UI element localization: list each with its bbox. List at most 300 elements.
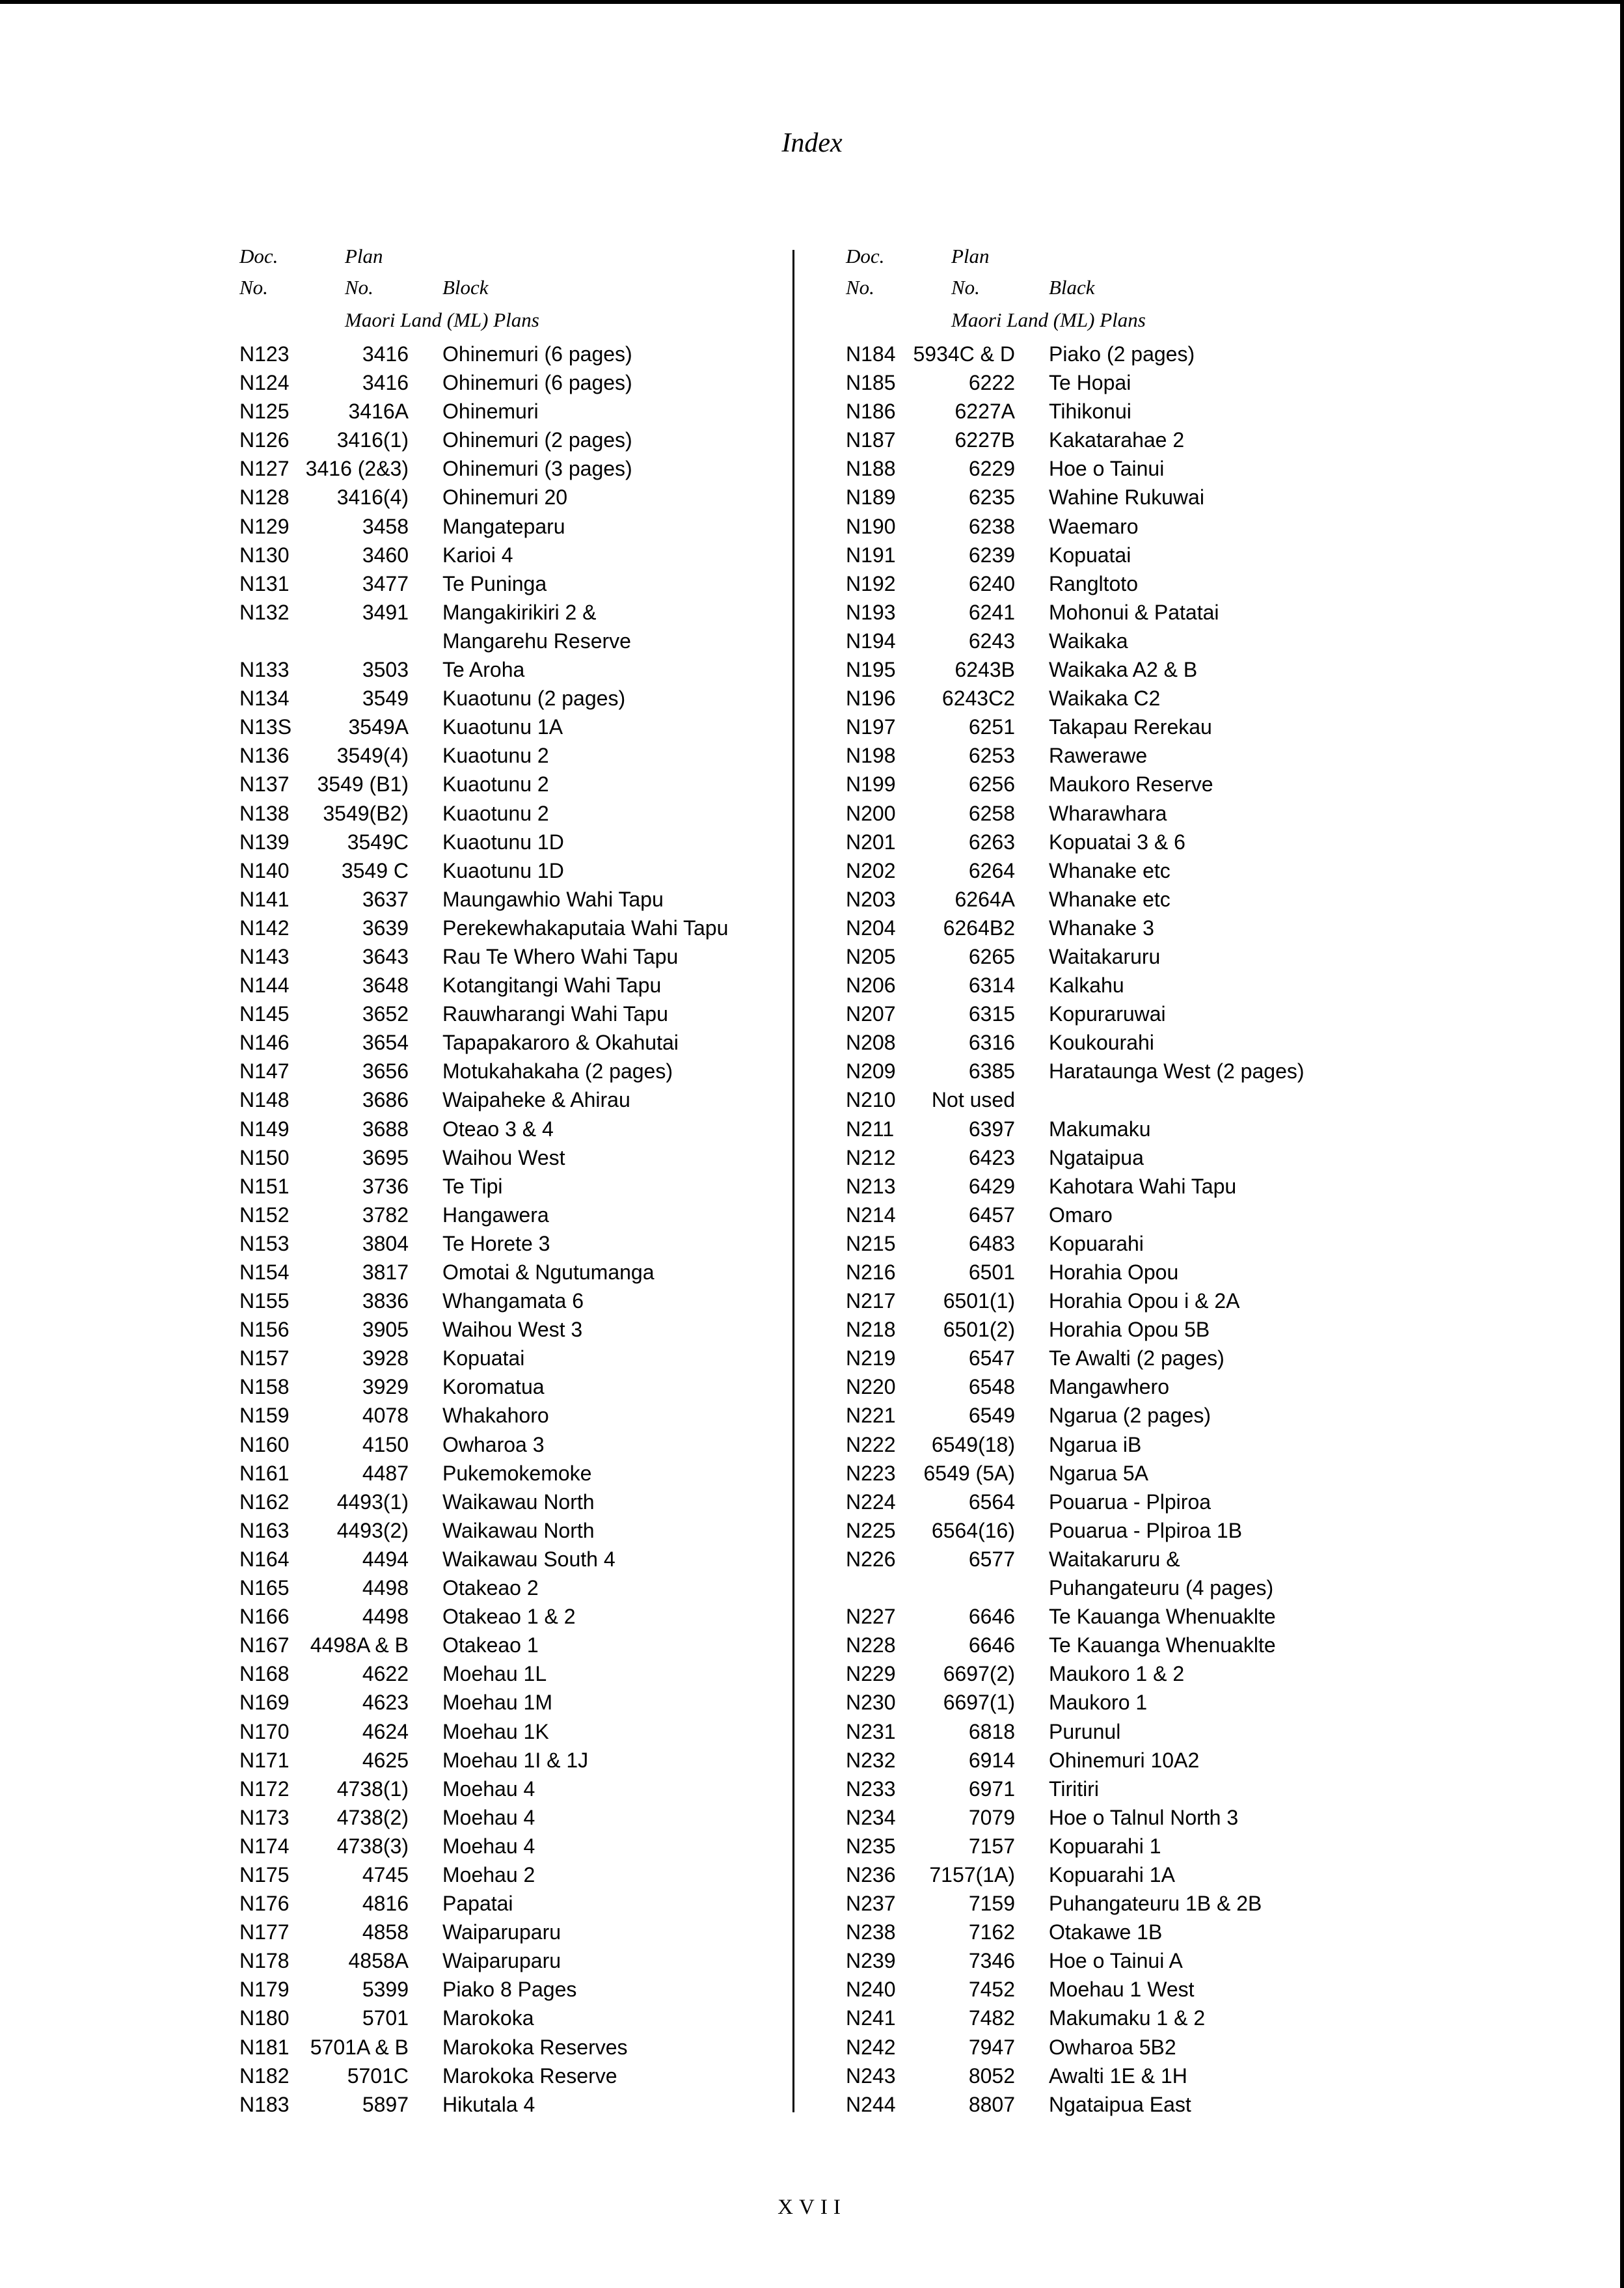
plan-number: 4624 bbox=[362, 1719, 409, 1743]
index-row bbox=[239, 1975, 812, 2004]
index-row bbox=[846, 942, 1418, 971]
page-title: Index bbox=[781, 128, 843, 158]
plan-number: 5897 bbox=[362, 2092, 409, 2116]
block-name: Otakeao 2 bbox=[442, 1576, 539, 1600]
doc-number: N194 bbox=[846, 629, 896, 653]
doc-number: N220 bbox=[846, 1375, 896, 1399]
index-row bbox=[239, 1229, 812, 1258]
plan-number: 4493(2) bbox=[336, 1518, 409, 1542]
plan-number: 4493(1) bbox=[336, 1490, 409, 1514]
doc-number: N233 bbox=[846, 1777, 896, 1801]
block-name: Kopuarahi 1 bbox=[1049, 1834, 1161, 1858]
header-plan-top: Plan bbox=[345, 245, 383, 267]
plan-number: 3648 bbox=[362, 974, 409, 998]
block-name: Owharoa 3 bbox=[442, 1432, 545, 1456]
block-name: Karioi 4 bbox=[442, 543, 513, 567]
index-row bbox=[239, 1372, 812, 1401]
index-row bbox=[846, 1717, 1418, 1746]
plan-number: 3782 bbox=[362, 1203, 409, 1227]
plan-number: 4622 bbox=[362, 1662, 409, 1686]
header-doc-top: Doc. bbox=[846, 245, 885, 267]
page-number: XVII bbox=[778, 2196, 846, 2219]
index-row bbox=[846, 1000, 1418, 1028]
doc-number: N156 bbox=[239, 1318, 290, 1342]
index-row bbox=[239, 426, 812, 454]
index-row bbox=[239, 1918, 812, 1946]
plan-number: 6222 bbox=[968, 371, 1015, 395]
doc-number: N205 bbox=[846, 944, 896, 968]
index-row bbox=[846, 1946, 1418, 1975]
doc-number: N228 bbox=[846, 1633, 896, 1657]
block-name: Motukahakaha (2 pages) bbox=[442, 1059, 673, 1083]
doc-number: N216 bbox=[846, 1260, 896, 1284]
block-name: Moehau 4 bbox=[442, 1805, 535, 1829]
index-row bbox=[239, 1631, 812, 1659]
plan-number: 3817 bbox=[362, 1260, 409, 1284]
block-name: Makumaku bbox=[1049, 1117, 1151, 1141]
block-name: Marokoka Reserve bbox=[442, 2063, 617, 2088]
block-name: Harataunga West (2 pages) bbox=[1049, 1059, 1305, 1083]
plan-number: 3652 bbox=[362, 1002, 409, 1026]
block-name: Rawerawe bbox=[1049, 744, 1148, 768]
block-name: Ngataipua East bbox=[1049, 2092, 1191, 2116]
plan-number: 3416(4) bbox=[336, 485, 409, 510]
block-name: Moehau 1M bbox=[442, 1691, 552, 1715]
doc-number: N170 bbox=[239, 1719, 290, 1743]
doc-number: N197 bbox=[846, 715, 896, 739]
block-name: Ohinemuri bbox=[442, 400, 539, 424]
index-row bbox=[846, 1028, 1418, 1057]
block-name: Koukourahi bbox=[1049, 1031, 1154, 1055]
doc-number: N222 bbox=[846, 1432, 896, 1456]
index-row bbox=[239, 741, 812, 770]
index-row bbox=[239, 1860, 812, 1889]
doc-number: N204 bbox=[846, 916, 896, 940]
block-name: Mangakirikiri 2 & bbox=[442, 600, 597, 624]
block-name: Hangawera bbox=[442, 1203, 549, 1227]
block-name: Ngarua (2 pages) bbox=[1049, 1404, 1211, 1428]
doc-number: N214 bbox=[846, 1203, 896, 1227]
plan-number: 6264 bbox=[968, 858, 1015, 882]
index-row bbox=[846, 1631, 1418, 1659]
plan-number: 7159 bbox=[968, 1892, 1015, 1916]
index-row bbox=[239, 368, 812, 397]
doc-number: N125 bbox=[239, 400, 290, 424]
index-row bbox=[239, 1832, 812, 1860]
index-row bbox=[846, 1659, 1418, 1688]
block-name: Whanake 3 bbox=[1049, 916, 1154, 940]
index-row bbox=[239, 1946, 812, 1975]
plan-number: 6564 bbox=[968, 1490, 1015, 1514]
block-name: Mangateparu bbox=[442, 514, 565, 538]
plan-number: 7947 bbox=[968, 2035, 1015, 2059]
block-name: Hoe o Tainui bbox=[1049, 457, 1165, 481]
doc-number: N199 bbox=[846, 772, 896, 797]
plan-number: 6429 bbox=[968, 1174, 1015, 1198]
header-block: Block bbox=[442, 276, 489, 299]
block-name: Ngarua 5A bbox=[1049, 1461, 1148, 1485]
plan-number: 3416A bbox=[348, 400, 409, 424]
plan-number: 3654 bbox=[362, 1031, 409, 1055]
doc-number: N134 bbox=[239, 687, 290, 711]
doc-number: N209 bbox=[846, 1059, 896, 1083]
block-name: Waihou West bbox=[442, 1145, 565, 1169]
plan-number: 6501(1) bbox=[943, 1289, 1015, 1313]
header-block: Black bbox=[1049, 276, 1095, 299]
doc-number: N212 bbox=[846, 1145, 896, 1169]
index-row bbox=[239, 397, 812, 426]
plan-number: 5701 bbox=[362, 2006, 409, 2030]
doc-number: N198 bbox=[846, 744, 896, 768]
index-row bbox=[239, 1488, 812, 1516]
index-row bbox=[846, 1315, 1418, 1344]
plan-number: 6241 bbox=[968, 600, 1015, 624]
block-name: Ohinemuri (2 pages) bbox=[442, 428, 632, 452]
doc-number: N219 bbox=[846, 1346, 896, 1370]
block-name: Kakatarahae 2 bbox=[1049, 428, 1185, 452]
plan-number: 6646 bbox=[968, 1633, 1015, 1657]
block-name: Kuaotunu 1D bbox=[442, 830, 564, 854]
plan-number: 3549C bbox=[347, 830, 409, 854]
doc-number: N151 bbox=[239, 1174, 290, 1198]
block-name: Kotangitangi Wahi Tapu bbox=[442, 974, 662, 998]
block-name: Hikutala 4 bbox=[442, 2092, 535, 2116]
plan-number: 3929 bbox=[362, 1375, 409, 1399]
plan-number: 6239 bbox=[968, 543, 1015, 567]
block-name: Hoe o Tainui A bbox=[1049, 1949, 1183, 1973]
index-row bbox=[239, 713, 812, 741]
block-name: Waitakaruru & bbox=[1049, 1547, 1180, 1571]
doc-number: N179 bbox=[239, 1978, 290, 2002]
doc-number: N182 bbox=[239, 2063, 290, 2088]
index-row bbox=[846, 914, 1418, 942]
doc-number: N168 bbox=[239, 1662, 290, 1686]
plan-number: 6548 bbox=[968, 1375, 1015, 1399]
index-row bbox=[239, 512, 812, 541]
index-row bbox=[239, 569, 812, 598]
plan-number: 5701C bbox=[347, 2063, 409, 2088]
block-name: Te Tipi bbox=[442, 1174, 503, 1198]
block-name: Maukoro 1 & 2 bbox=[1049, 1662, 1185, 1686]
index-row bbox=[846, 1775, 1418, 1803]
block-name: Waikawau North bbox=[442, 1518, 595, 1542]
plan-number: 6385 bbox=[968, 1059, 1015, 1083]
left-index-rows bbox=[239, 340, 812, 2119]
index-row bbox=[239, 1889, 812, 1918]
block-name: Te Awalti (2 pages) bbox=[1049, 1346, 1225, 1370]
index-row bbox=[846, 799, 1418, 828]
plan-number: 4738(1) bbox=[336, 1777, 409, 1801]
block-name: Waikawau South 4 bbox=[442, 1547, 616, 1571]
doc-number: N176 bbox=[239, 1892, 290, 1916]
block-name: Mangarehu Reserve bbox=[442, 629, 631, 653]
plan-number: 3549 C bbox=[341, 858, 409, 882]
index-row bbox=[239, 1401, 812, 1430]
doc-number: N136 bbox=[239, 744, 290, 768]
plan-number: 4625 bbox=[362, 1748, 409, 1772]
index-row bbox=[239, 2004, 812, 2032]
plan-number: 6243C2 bbox=[941, 687, 1015, 711]
block-name: Otakeao 1 & 2 bbox=[442, 1605, 576, 1629]
index-row bbox=[239, 1315, 812, 1344]
plan-number: 4745 bbox=[362, 1862, 409, 1886]
block-name: Tiritiri bbox=[1049, 1777, 1099, 1801]
block-name: Moehau 1L bbox=[442, 1662, 547, 1686]
index-row bbox=[846, 856, 1418, 885]
doc-number: N187 bbox=[846, 428, 896, 452]
block-name: Marokoka Reserves bbox=[442, 2035, 628, 2059]
index-row bbox=[239, 1602, 812, 1631]
plan-number: 6397 bbox=[968, 1117, 1015, 1141]
plan-number: 6229 bbox=[968, 457, 1015, 481]
block-name: Pukemokemoke bbox=[442, 1461, 592, 1485]
doc-number: N242 bbox=[846, 2035, 896, 2059]
doc-number: N174 bbox=[239, 1834, 290, 1858]
doc-number: N193 bbox=[846, 600, 896, 624]
index-row bbox=[846, 1688, 1418, 1717]
doc-number: N181 bbox=[239, 2035, 290, 2059]
doc-number: N190 bbox=[846, 514, 896, 538]
block-name: Koromatua bbox=[442, 1375, 545, 1399]
doc-number: N163 bbox=[239, 1518, 290, 1542]
doc-number: N207 bbox=[846, 1002, 896, 1026]
index-row bbox=[239, 655, 812, 684]
plan-number: 6483 bbox=[968, 1231, 1015, 1255]
index-row bbox=[239, 1172, 812, 1201]
block-name: Ngarua iB bbox=[1049, 1432, 1142, 1456]
index-row bbox=[846, 426, 1418, 454]
doc-number: N123 bbox=[239, 342, 290, 366]
plan-number: 6265 bbox=[968, 944, 1015, 968]
doc-number: N225 bbox=[846, 1518, 896, 1542]
index-row bbox=[846, 971, 1418, 1000]
block-name: Marokoka bbox=[442, 2006, 534, 2030]
index-row bbox=[846, 483, 1418, 511]
index-row bbox=[846, 627, 1418, 655]
index-row bbox=[846, 1889, 1418, 1918]
doc-number: N185 bbox=[846, 371, 896, 395]
index-row bbox=[846, 1602, 1418, 1631]
index-row bbox=[846, 1516, 1418, 1545]
doc-number: N132 bbox=[239, 600, 290, 624]
doc-number: N13S bbox=[239, 715, 292, 739]
index-row bbox=[846, 1860, 1418, 1889]
block-name: Moehau 2 bbox=[442, 1862, 535, 1886]
plan-number: 6457 bbox=[968, 1203, 1015, 1227]
plan-number: 4487 bbox=[362, 1461, 409, 1485]
plan-number: 6243 bbox=[968, 629, 1015, 653]
doc-number: N138 bbox=[239, 801, 290, 825]
plan-number: 6549(18) bbox=[931, 1432, 1015, 1456]
doc-number: N175 bbox=[239, 1862, 290, 1886]
plan-number: 6423 bbox=[968, 1145, 1015, 1169]
block-name: Kuaotunu 1D bbox=[442, 858, 564, 882]
plan-number: 7157(1A) bbox=[929, 1862, 1015, 1886]
plan-number: 6315 bbox=[968, 1002, 1015, 1026]
plan-number: 3491 bbox=[362, 600, 409, 624]
doc-number: N164 bbox=[239, 1547, 290, 1571]
block-name: Kopuatai 3 & 6 bbox=[1049, 830, 1185, 854]
block-name: Maukoro Reserve bbox=[1049, 772, 1213, 797]
doc-number: N145 bbox=[239, 1002, 290, 1026]
plan-number: 7346 bbox=[968, 1949, 1015, 1973]
plan-number: 3416 bbox=[362, 342, 409, 366]
index-row bbox=[846, 368, 1418, 397]
plan-number: 4498 bbox=[362, 1605, 409, 1629]
plan-number: 4858 bbox=[362, 1920, 409, 1944]
block-name: Wharawhara bbox=[1049, 801, 1167, 825]
plan-number: 6501(2) bbox=[943, 1318, 1015, 1342]
block-name: Horahia Opou bbox=[1049, 1260, 1179, 1284]
plan-number: 6264A bbox=[954, 887, 1015, 911]
doc-number: N172 bbox=[239, 1777, 290, 1801]
index-row bbox=[239, 1573, 812, 1602]
plan-number: 7079 bbox=[968, 1805, 1015, 1829]
plan-number: 3686 bbox=[362, 1088, 409, 1112]
plan-number: 5701A & B bbox=[310, 2035, 409, 2059]
index-row bbox=[846, 2033, 1418, 2062]
doc-number: N159 bbox=[239, 1404, 290, 1428]
plan-number: 4078 bbox=[362, 1404, 409, 1428]
doc-number: N210 bbox=[846, 1088, 896, 1112]
block-name: Kopuarahi bbox=[1049, 1231, 1144, 1255]
index-row bbox=[239, 1746, 812, 1775]
doc-number: N213 bbox=[846, 1174, 896, 1198]
block-name: Te Puninga bbox=[442, 571, 547, 595]
block-name: Moehau 1K bbox=[442, 1719, 549, 1743]
doc-number: N165 bbox=[239, 1576, 290, 1600]
block-name: Waemaro bbox=[1049, 514, 1139, 538]
plan-number: Not used bbox=[931, 1088, 1015, 1112]
block-name: Ohinemuri 20 bbox=[442, 485, 568, 510]
doc-number: N232 bbox=[846, 1748, 896, 1772]
index-row bbox=[846, 828, 1418, 856]
index-row bbox=[239, 1775, 812, 1803]
index-row bbox=[239, 770, 812, 798]
doc-number: N144 bbox=[239, 974, 290, 998]
plan-number: 3549(B2) bbox=[323, 801, 409, 825]
doc-number: N238 bbox=[846, 1920, 896, 1944]
plan-number: 6577 bbox=[968, 1547, 1015, 1571]
plan-number: 3905 bbox=[362, 1318, 409, 1342]
plan-number: 3928 bbox=[362, 1346, 409, 1370]
section-heading: Maori Land (ML) Plans bbox=[951, 308, 1146, 331]
doc-number: N191 bbox=[846, 543, 896, 567]
index-row bbox=[239, 885, 812, 914]
block-name: Awalti 1E & 1H bbox=[1049, 2063, 1187, 2088]
plan-number: 4494 bbox=[362, 1547, 409, 1571]
doc-number: N196 bbox=[846, 687, 896, 711]
header-doc-top: Doc. bbox=[239, 245, 278, 267]
index-row bbox=[239, 1688, 812, 1717]
block-name: Rangltoto bbox=[1049, 571, 1138, 595]
index-row bbox=[846, 454, 1418, 483]
index-row bbox=[846, 1143, 1418, 1172]
index-row bbox=[846, 770, 1418, 798]
doc-number: N200 bbox=[846, 801, 896, 825]
block-name: Pouarua - Plpiroa 1B bbox=[1049, 1518, 1243, 1542]
doc-number: N184 bbox=[846, 342, 896, 366]
doc-number: N240 bbox=[846, 1978, 896, 2002]
plan-number: 3639 bbox=[362, 916, 409, 940]
block-name: Tapapakaroro & Okahutai bbox=[442, 1031, 679, 1055]
index-row bbox=[239, 942, 812, 971]
block-name: Whanake etc bbox=[1049, 858, 1171, 882]
index-row bbox=[846, 2062, 1418, 2090]
index-row bbox=[846, 1172, 1418, 1201]
plan-number: 3416 (2&3) bbox=[305, 457, 409, 481]
index-row bbox=[846, 541, 1418, 569]
index-row bbox=[239, 2062, 812, 2090]
doc-number: N147 bbox=[239, 1059, 290, 1083]
doc-number: N139 bbox=[239, 830, 290, 854]
block-name: Te Kauanga Whenuaklte bbox=[1049, 1605, 1276, 1629]
block-name: Kuaotunu 1A bbox=[442, 715, 563, 739]
plan-number: 4498 bbox=[362, 1576, 409, 1600]
doc-number: N131 bbox=[239, 571, 290, 595]
index-row bbox=[846, 340, 1418, 368]
index-row bbox=[239, 1287, 812, 1315]
plan-number: 4150 bbox=[362, 1432, 409, 1456]
block-name: Te Horete 3 bbox=[442, 1231, 550, 1255]
doc-number: N224 bbox=[846, 1490, 896, 1514]
doc-number: N150 bbox=[239, 1145, 290, 1169]
index-row bbox=[239, 2033, 812, 2062]
page-right-border bbox=[1620, 0, 1624, 2288]
plan-number: 3477 bbox=[362, 571, 409, 595]
doc-number: N239 bbox=[846, 1949, 896, 1973]
block-name: Tihikonui bbox=[1049, 400, 1131, 424]
doc-number: N227 bbox=[846, 1605, 896, 1629]
index-row bbox=[846, 655, 1418, 684]
plan-number: 3688 bbox=[362, 1117, 409, 1141]
index-row bbox=[846, 1488, 1418, 1516]
block-name: Ngataipua bbox=[1049, 1145, 1144, 1169]
block-name: Moehau 1I & 1J bbox=[442, 1748, 589, 1772]
plan-number: 3695 bbox=[362, 1145, 409, 1169]
doc-number: N162 bbox=[239, 1490, 290, 1514]
index-row bbox=[239, 828, 812, 856]
block-name: Wahine Rukuwai bbox=[1049, 485, 1204, 510]
plan-number: 5934C & D bbox=[913, 342, 1015, 366]
doc-number: N154 bbox=[239, 1260, 290, 1284]
plan-number: 6264B2 bbox=[943, 916, 1015, 940]
doc-number: N167 bbox=[239, 1633, 290, 1657]
plan-number: 6256 bbox=[968, 772, 1015, 797]
index-row bbox=[846, 1459, 1418, 1488]
block-name: Waikaka A2 & B bbox=[1049, 658, 1198, 682]
block-name: Kopuatai bbox=[442, 1346, 525, 1370]
doc-number: N130 bbox=[239, 543, 290, 567]
block-name: Te Kauanga Whenuaklte bbox=[1049, 1633, 1276, 1657]
column-divider bbox=[792, 250, 794, 2112]
header-plan-top: Plan bbox=[951, 245, 990, 267]
doc-number: N140 bbox=[239, 858, 290, 882]
header-doc-bottom: No. bbox=[846, 276, 874, 299]
doc-number: N126 bbox=[239, 428, 290, 452]
block-name: Te Hopai bbox=[1049, 371, 1131, 395]
index-row bbox=[239, 1000, 812, 1028]
doc-number: N221 bbox=[846, 1404, 896, 1428]
doc-number: N188 bbox=[846, 457, 896, 481]
index-row bbox=[239, 2090, 812, 2119]
block-name: Oteao 3 & 4 bbox=[442, 1117, 554, 1141]
doc-number: N183 bbox=[239, 2092, 290, 2116]
doc-number: N186 bbox=[846, 400, 896, 424]
plan-number: 3416 bbox=[362, 371, 409, 395]
doc-number: N201 bbox=[846, 830, 896, 854]
doc-number: N178 bbox=[239, 1949, 290, 1973]
